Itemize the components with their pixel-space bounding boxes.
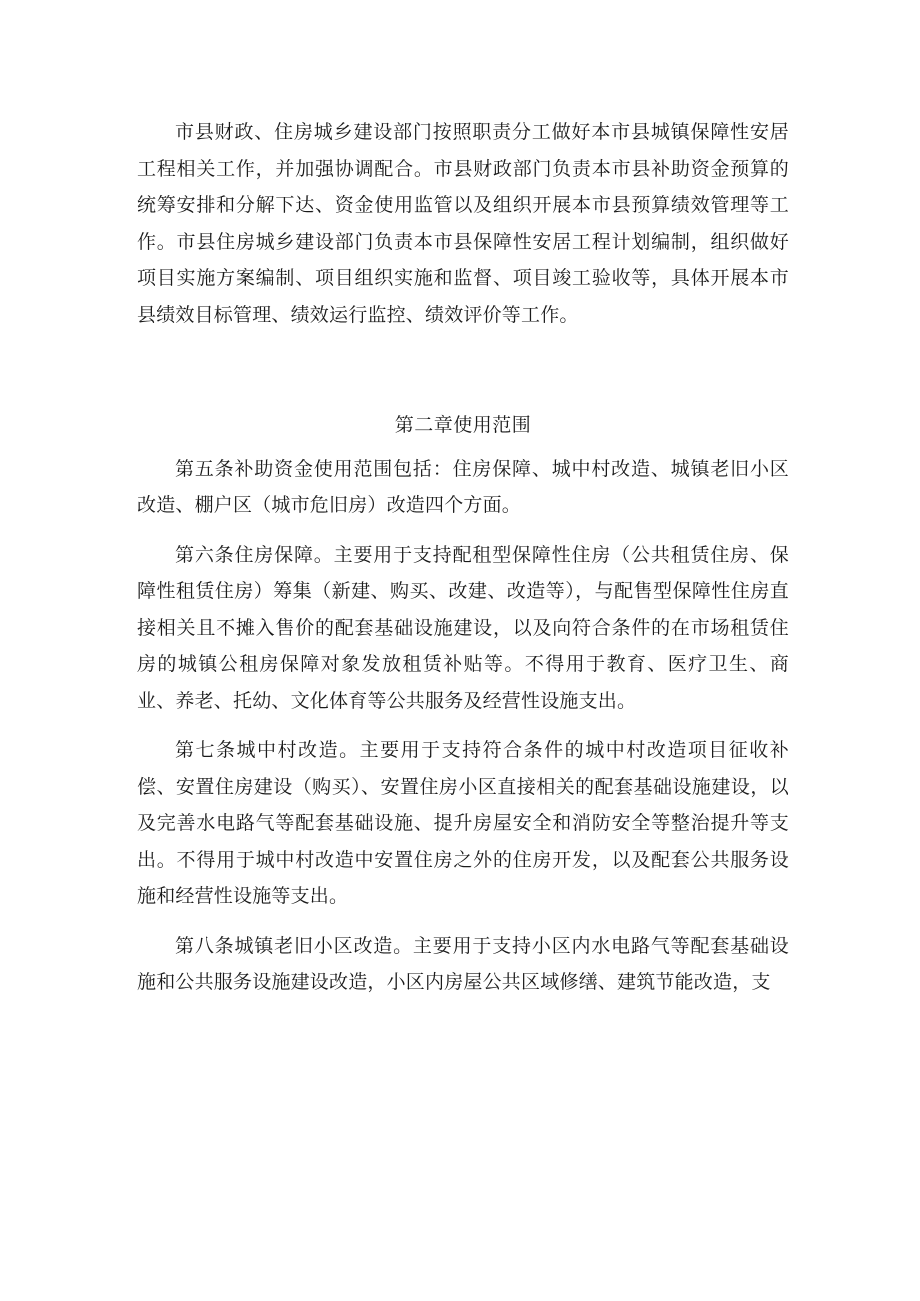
article-5-paragraph: 第五条补助资金使用范围包括：住房保障、城中村改造、城镇老旧小区改造、棚户区（城市危旧房）改造四个方面。	[137, 457, 789, 516]
article-7-paragraph: 第七条城中村改造。主要用于支持符合条件的城中村改造项目征收补偿、安置住房建设（购买）、安置住房小区直接相关的配套基础设施建设，以及完善水电路气等配套基础设施、提升房屋安全和消防安全等整治提升等支出。不得用于城中村改造中安置住房之外的住房开发，以及配套公共服务设施和经营性设施等支出。	[137, 739, 789, 907]
document-body	[137, 114, 789, 1001]
article-6-paragraph: 第六条住房保障。主要用于支持配租型保障性住房（公共租赁住房、保障性租赁住房）筹集（新建、购买、改建、改造等），与配售型保障性住房直接相关且不摊入售价的配套基础设施建设，以及向符合条件的在市场租赁住房的城镇公租房保障对象发放租赁补贴等。不得用于教育、医疗卫生、商业、养老、托幼、文化体育等公共服务及经营性设施支出。	[137, 543, 789, 712]
chapter-title: 第二章使用范围	[394, 414, 532, 436]
article-8-paragraph: 第八条城镇老旧小区改造。主要用于支持小区内水电路气等配套基础设施和公共服务设施建设改造，小区内房屋公共区域修缮、建筑节能改造，支	[137, 934, 789, 993]
intro-paragraph: 市县财政、住房城乡建设部门按照职责分工做好本市县城镇保障性安居工程相关工作，并加强协调配合。市县财政部门负责本市县补助资金预算的统筹安排和分解下达、资金使用监管以及组织开展本市县预算绩效管理等工作。市县住房城乡建设部门负责本市县保障性安居工程计划编制，组织做好项目实施方案编制、项目组织实施和监督、项目竣工验收等，具体开展本市县绩效目标管理、绩效运行监控、绩效评价等工作。	[137, 121, 789, 326]
